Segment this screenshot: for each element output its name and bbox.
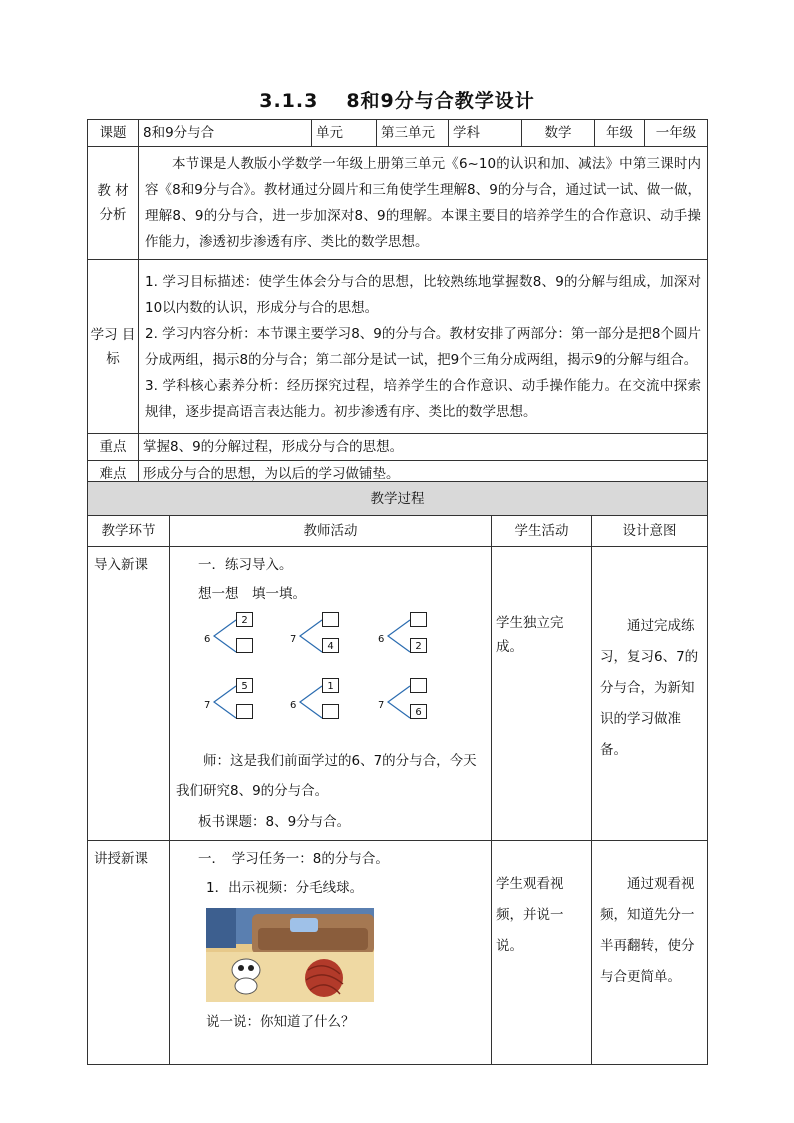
- label-difficulty: 难点: [88, 461, 139, 488]
- label-goals: 学习 目标: [88, 260, 139, 434]
- answer-box[interactable]: 1: [322, 678, 339, 693]
- teacher-intro: [170, 547, 492, 841]
- number-bond: 7 6: [378, 678, 448, 726]
- video-image: [206, 908, 374, 1002]
- number-bond-diagrams: [176, 612, 485, 742]
- stage-intro: 导入新课: [88, 547, 170, 841]
- goals-list: [139, 260, 708, 434]
- answer-box[interactable]: [322, 612, 339, 627]
- intro-line3: 师：这是我们前面学过的6、7的分与合，今天我们研究8、9的分与合。: [176, 753, 477, 799]
- teacher-teach: [170, 841, 492, 1065]
- label-unit: 单元: [312, 120, 377, 147]
- col-teacher: 教师活动: [170, 516, 492, 547]
- analysis-text: 本节课是人教版小学数学一年级上册第三单元《6~10的认识和加、减法》中第三课时内容《8和9分与合》。教材通过分圆片和三角使学生理解8、9的分与合，通过试一试、做一做，理解8、9的分与合，进一步加深对8、9的理解。本课主要目的培养学生的合作意识、动手操作能力，渗透初步渗透有序、类比的数学思想。: [139, 147, 708, 260]
- number-bond: 7 4: [290, 612, 360, 660]
- process-table: [87, 481, 708, 1065]
- answer-box[interactable]: [410, 678, 427, 693]
- intro-line2: 想一想 填一填。: [198, 586, 306, 602]
- key-text: 掌握8、9的分解过程，形成分与合的思想。: [139, 434, 708, 461]
- answer-box[interactable]: 2: [236, 612, 253, 627]
- number-bond: 6 2: [378, 612, 448, 660]
- difficulty-text: 形成分与合的思想，为以后的学习做铺垫。: [139, 461, 708, 488]
- label-subject: 学科: [449, 120, 522, 147]
- intro-line4: 板书课题：8、9分与合。: [198, 814, 351, 830]
- answer-box[interactable]: [410, 612, 427, 627]
- student-teach: 学生观看视频，并说一说。: [492, 841, 592, 1065]
- topic-value: 8和9分与合: [139, 120, 312, 147]
- label-analysis: 教 材 分析: [88, 147, 139, 260]
- goal-item: 3. 学科核心素养分析：经历探究过程，培养学生的合作意识、动手操作能力。在交流中探索规律，逐步提高语言表达能力。初步渗透有序、类比的数学思想。: [145, 377, 701, 420]
- teach-line2: 1．出示视频：分毛线球。: [206, 880, 364, 896]
- stage-teach: 讲授新课: [88, 841, 170, 1065]
- answer-box[interactable]: [236, 704, 253, 719]
- answer-box[interactable]: 5: [236, 678, 253, 693]
- number-bond: 7 5: [204, 678, 274, 726]
- lesson-info-table: [87, 119, 708, 488]
- intro-line1: 一．练习导入。: [198, 557, 293, 573]
- col-student: 学生活动: [492, 516, 592, 547]
- grade-value: 一年级: [645, 120, 708, 147]
- goal-item: 2. 学习内容分析：本节课主要学习8、9的分与合。教材安排了两部分：第一部分是把8个圆片分成两组，揭示8的分与合；第二部分是试一试，把9个三角分成两组，揭示9的分解与组合。: [145, 325, 701, 368]
- goal-item: 1. 学习目标描述：使学生体会分与合的思想，比较熟练地掌握数8、9的分解与组成，加深对10以内数的认识，形成分与合的思想。: [145, 273, 701, 316]
- subject-value: 数学: [522, 120, 595, 147]
- answer-box[interactable]: [322, 704, 339, 719]
- label-grade: 年级: [595, 120, 645, 147]
- unit-value: 第三单元: [377, 120, 449, 147]
- number-bond: 6 1: [290, 678, 360, 726]
- video-thumbnail[interactable]: [206, 908, 374, 1002]
- title-number: 3.1.3: [259, 90, 319, 112]
- student-intro: 学生独立完成。: [492, 547, 592, 841]
- intent-intro: 通过完成练习，复习6、7的分与合，为新知识的学习做准备。: [592, 547, 708, 841]
- label-key: 重点: [88, 434, 139, 461]
- page-title: [0, 86, 794, 113]
- answer-box[interactable]: 2: [410, 638, 427, 653]
- process-header: 教学过程: [88, 482, 708, 516]
- col-stage: 教学环节: [88, 516, 170, 547]
- number-bond: 6 2: [204, 612, 274, 660]
- intent-teach: 通过观看视频，知道先分一半再翻转，使分与合更简单。: [592, 841, 708, 1065]
- col-intent: 设计意图: [592, 516, 708, 547]
- answer-box[interactable]: [236, 638, 253, 653]
- teach-line3: 说一说：你知道了什么？: [206, 1014, 355, 1030]
- answer-box[interactable]: 6: [410, 704, 427, 719]
- title-text: 8和9分与合教学设计: [346, 90, 535, 112]
- answer-box[interactable]: 4: [322, 638, 339, 653]
- label-topic: 课题: [88, 120, 139, 147]
- teach-line1: 一． 学习任务一：8的分与合。: [198, 851, 389, 867]
